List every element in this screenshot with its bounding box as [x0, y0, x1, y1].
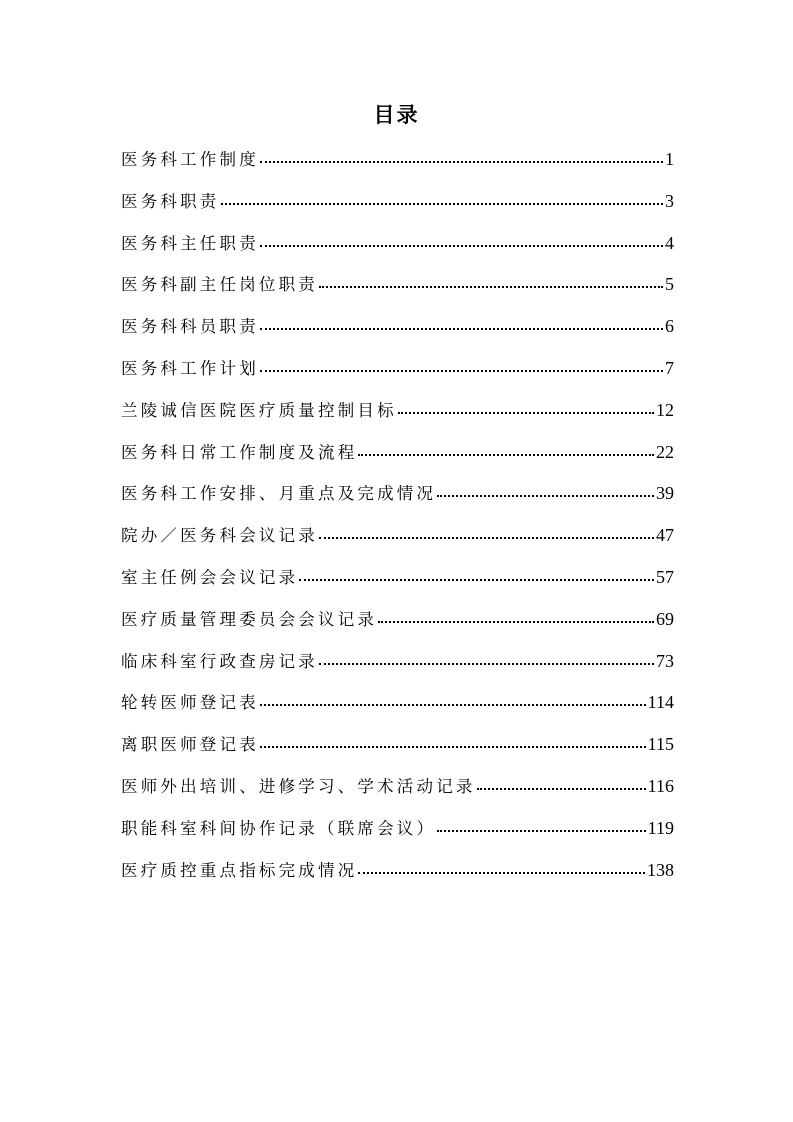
toc-entry[interactable]: [121, 145, 674, 187]
toc-entry-label: 兰陵诚信医院医疗质量控制目标: [121, 400, 397, 420]
toc-entry-page: 1: [665, 149, 674, 169]
table-of-contents: [121, 145, 674, 897]
toc-entry-label: 医务科工作制度: [121, 150, 259, 169]
toc-entry-label: 职能科室科间协作记录（联席会议）: [121, 818, 437, 838]
toc-entry-page: 5: [665, 274, 674, 295]
dot-leader: [260, 318, 663, 330]
dot-leader: [260, 151, 663, 163]
toc-entry-page: 115: [647, 734, 674, 755]
toc-entry-label: 医务科日常工作制度及流程: [121, 442, 358, 462]
toc-entry-label: 离职医师登记表: [121, 735, 259, 755]
toc-title: 目录: [373, 103, 420, 127]
toc-entry-page: 47: [656, 525, 674, 546]
toc-entry-page: 3: [665, 190, 674, 211]
dot-leader: [378, 611, 654, 623]
dot-leader: [260, 694, 646, 706]
toc-entry-label: 临床科室行政查房记录: [121, 651, 318, 671]
dot-leader: [437, 820, 645, 832]
toc-entry-label: 医务科工作安排、月重点及完成情况: [121, 484, 437, 504]
dot-leader: [358, 862, 645, 874]
toc-entry-label: 医务科科员职责: [121, 317, 259, 337]
dot-leader: [319, 653, 654, 665]
toc-entry-page: 22: [656, 441, 674, 462]
toc-entry[interactable]: [121, 856, 674, 898]
toc-entry[interactable]: [121, 688, 674, 730]
toc-entry-page: 4: [665, 232, 674, 253]
toc-entry-page: 119: [647, 817, 674, 838]
toc-entry[interactable]: [121, 479, 674, 521]
toc-entry-label: 医师外出培训、进修学习、学术活动记录: [121, 776, 476, 796]
toc-entry[interactable]: [121, 438, 674, 480]
toc-entry-page: 6: [665, 316, 674, 337]
dot-leader: [260, 736, 646, 748]
dot-leader: [221, 193, 664, 205]
toc-entry-page: 114: [647, 692, 674, 713]
toc-entry-page: 39: [656, 483, 674, 504]
toc-entry[interactable]: [121, 814, 674, 856]
dot-leader: [319, 527, 654, 539]
toc-entry-label: 医务科副主任岗位职责: [121, 275, 318, 295]
toc-entry-page: 12: [656, 399, 674, 420]
toc-entry[interactable]: [121, 647, 674, 689]
dot-leader: [358, 444, 654, 456]
dot-leader: [319, 276, 663, 288]
toc-entry-label: 医务科工作计划: [121, 358, 259, 378]
toc-entry[interactable]: [121, 521, 674, 563]
toc-entry-label: 医疗质控重点指标完成情况: [121, 860, 358, 880]
dot-leader: [260, 235, 663, 247]
toc-entry[interactable]: [121, 605, 674, 647]
dot-leader: [260, 360, 663, 372]
toc-entry-page: 69: [656, 608, 674, 629]
toc-entry[interactable]: [121, 229, 674, 271]
toc-entry-label: 医务科主任职责: [121, 233, 259, 253]
toc-entry-label: 室主任例会会议记录: [121, 567, 299, 587]
dot-leader: [299, 569, 654, 581]
toc-entry-page: 138: [647, 859, 674, 880]
toc-entry[interactable]: [121, 563, 674, 605]
toc-entry[interactable]: [121, 187, 674, 229]
toc-entry-label: 轮转医师登记表: [121, 693, 259, 713]
toc-entry[interactable]: [121, 312, 674, 354]
toc-entry-page: 116: [647, 775, 674, 796]
toc-entry-label: 医疗质量管理委员会会议记录: [121, 609, 378, 629]
toc-entry-page: 73: [656, 650, 674, 671]
toc-entry[interactable]: [121, 772, 674, 814]
toc-entry-label: 医务科职责: [121, 191, 220, 211]
toc-entry[interactable]: [121, 354, 674, 396]
toc-entry[interactable]: [121, 730, 674, 772]
dot-leader: [398, 402, 654, 414]
dot-leader: [437, 485, 654, 497]
toc-entry-label: 院办／医务科会议记录: [121, 526, 318, 546]
toc-entry[interactable]: [121, 396, 674, 438]
toc-entry-page: 57: [656, 566, 674, 587]
toc-entry[interactable]: [121, 270, 674, 312]
dot-leader: [477, 778, 646, 790]
toc-entry-page: 7: [665, 357, 674, 378]
